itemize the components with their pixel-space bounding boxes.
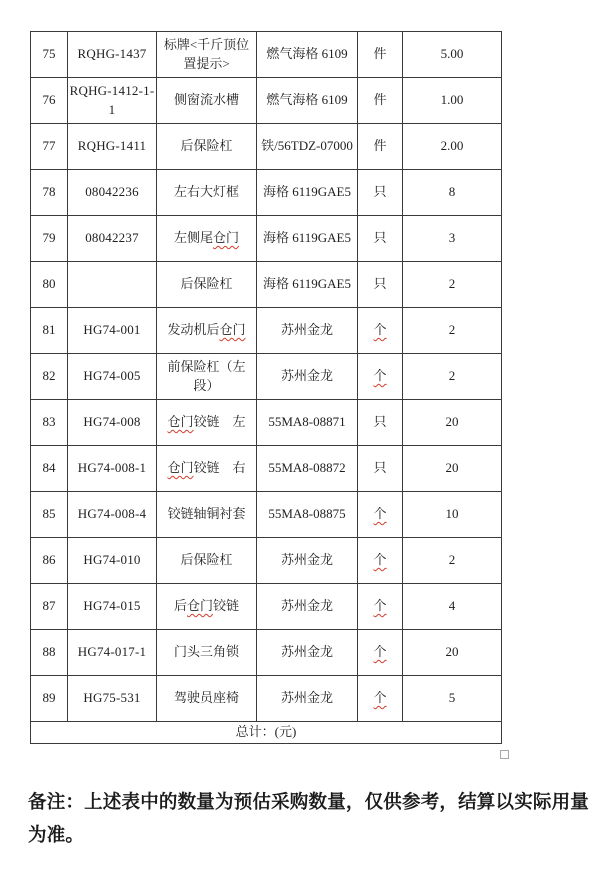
part-model-cell: 铁/56TDZ-07000 (257, 124, 358, 170)
table-row (31, 492, 502, 538)
part-name-cell: 驾驶员座椅 (157, 676, 257, 722)
part-name-cell: 仓门铰链 左 (157, 400, 257, 446)
quantity-cell: 2 (403, 262, 502, 308)
quantity-cell: 20 (403, 446, 502, 492)
table-row (31, 446, 502, 492)
quantity-cell: 20 (403, 630, 502, 676)
part-name-cell: 后仓门铰链 (157, 584, 257, 630)
unit-cell: 只 (358, 216, 403, 262)
part-name-cell: 仓门铰链 右 (157, 446, 257, 492)
part-model-cell: 海格 6119GAE5 (257, 262, 358, 308)
table-row (31, 538, 502, 584)
part-model-cell: 海格 6119GAE5 (257, 216, 358, 262)
table-row (31, 308, 502, 354)
quantity-cell: 5 (403, 676, 502, 722)
row-number-cell: 84 (31, 446, 68, 492)
part-name-cell: 侧窗流水槽 (157, 78, 257, 124)
row-number-cell: 83 (31, 400, 68, 446)
part-name-cell: 发动机后仓门 (157, 308, 257, 354)
part-model-cell: 55MA8-08872 (257, 446, 358, 492)
table-row (31, 170, 502, 216)
part-code-cell: HG74-008-4 (68, 492, 157, 538)
part-model-cell: 55MA8-08871 (257, 400, 358, 446)
row-number-cell: 78 (31, 170, 68, 216)
row-number-cell: 77 (31, 124, 68, 170)
misspelling-underline: 仓门 (219, 322, 246, 338)
row-number-cell: 89 (31, 676, 68, 722)
quantity-cell: 1.00 (403, 78, 502, 124)
part-name-cell: 前保险杠（左段） (157, 354, 257, 400)
part-code-cell: HG74-001 (68, 308, 157, 354)
part-name-cell: 铰链轴铜衬套 (157, 492, 257, 538)
quantity-cell: 3 (403, 216, 502, 262)
part-code-cell: HG74-005 (68, 354, 157, 400)
part-name-cell: 标牌<千斤顶位置提示> (157, 32, 257, 78)
unit-cell: 个 (358, 354, 403, 400)
row-number-cell: 76 (31, 78, 68, 124)
unit-cell: 个 (358, 492, 403, 538)
unit-cell: 件 (358, 32, 403, 78)
unit-cell: 个 (358, 676, 403, 722)
part-model-cell: 55MA8-08875 (257, 492, 358, 538)
part-code-cell (68, 262, 157, 308)
part-model-cell: 苏州金龙 (257, 676, 358, 722)
row-number-cell: 82 (31, 354, 68, 400)
part-code-cell: RQHG-1412-1-1 (68, 78, 157, 124)
misspelling-underline: 仓门 (213, 230, 240, 246)
misspelling-underline: 仓门 (186, 598, 213, 614)
part-name-cell: 后保险杠 (157, 124, 257, 170)
table-row (31, 354, 502, 400)
table-row (31, 216, 502, 262)
quantity-cell: 20 (403, 400, 502, 446)
row-number-cell: 81 (31, 308, 68, 354)
total-label-cell (31, 722, 502, 744)
row-number-cell: 86 (31, 538, 68, 584)
row-number-cell: 85 (31, 492, 68, 538)
part-name-cell: 左侧尾仓门 (157, 216, 257, 262)
part-code-cell: HG74-017-1 (68, 630, 157, 676)
part-code-cell: 08042237 (68, 216, 157, 262)
part-code-cell: 08042236 (68, 170, 157, 216)
part-code-cell: HG74-008 (68, 400, 157, 446)
misspelling-underline: 仓门 (167, 460, 194, 476)
part-model-cell: 海格 6119GAE5 (257, 170, 358, 216)
table-row (31, 676, 502, 722)
quantity-cell: 5.00 (403, 32, 502, 78)
row-number-cell: 75 (31, 32, 68, 78)
table-row (31, 124, 502, 170)
table-row (31, 630, 502, 676)
parts-table-footer (31, 722, 502, 744)
quantity-cell: 2.00 (403, 124, 502, 170)
part-name-cell: 后保险杠 (157, 262, 257, 308)
quantity-cell: 2 (403, 308, 502, 354)
row-number-cell: 87 (31, 584, 68, 630)
unit-cell: 个 (358, 584, 403, 630)
total-label: 总计：(元) (235, 724, 297, 740)
row-number-cell: 80 (31, 262, 68, 308)
parts-table-body (31, 32, 502, 722)
part-model-cell: 苏州金龙 (257, 354, 358, 400)
part-model-cell: 苏州金龙 (257, 308, 358, 354)
quantity-cell: 4 (403, 584, 502, 630)
part-model-cell: 燃气海格 6109 (257, 78, 358, 124)
table-row (31, 262, 502, 308)
unit-cell: 件 (358, 78, 403, 124)
part-code-cell: HG74-015 (68, 584, 157, 630)
part-code-cell: RQHG-1411 (68, 124, 157, 170)
part-name-cell: 门头三角锁 (157, 630, 257, 676)
quantity-cell: 10 (403, 492, 502, 538)
unit-cell: 只 (358, 262, 403, 308)
unit-cell: 件 (358, 124, 403, 170)
unit-cell: 只 (358, 400, 403, 446)
quantity-cell: 2 (403, 354, 502, 400)
unit-cell: 只 (358, 170, 403, 216)
table-row (31, 400, 502, 446)
part-model-cell: 苏州金龙 (257, 630, 358, 676)
unit-cell: 个 (358, 308, 403, 354)
remark-note: 备注：上述表中的数量为预估采购数量，仅供参考，结算以实际用量为准。 (28, 793, 590, 846)
anchor-square-icon (500, 750, 509, 759)
total-row (31, 722, 502, 744)
part-name-cell: 后保险杠 (157, 538, 257, 584)
part-model-cell: 燃气海格 6109 (257, 32, 358, 78)
part-model-cell: 苏州金龙 (257, 584, 358, 630)
parts-table (30, 31, 502, 744)
unit-cell: 个 (358, 630, 403, 676)
quantity-cell: 8 (403, 170, 502, 216)
row-number-cell: 88 (31, 630, 68, 676)
part-code-cell: HG75-531 (68, 676, 157, 722)
quantity-cell: 2 (403, 538, 502, 584)
unit-cell: 个 (358, 538, 403, 584)
table-row (31, 584, 502, 630)
table-row (31, 32, 502, 78)
row-number-cell: 79 (31, 216, 68, 262)
table-row (31, 78, 502, 124)
misspelling-underline: 仓门 (167, 414, 194, 430)
part-code-cell: HG74-010 (68, 538, 157, 584)
part-name-cell: 左右大灯框 (157, 170, 257, 216)
unit-cell: 只 (358, 446, 403, 492)
part-model-cell: 苏州金龙 (257, 538, 358, 584)
part-code-cell: HG74-008-1 (68, 446, 157, 492)
part-code-cell: RQHG-1437 (68, 32, 157, 78)
